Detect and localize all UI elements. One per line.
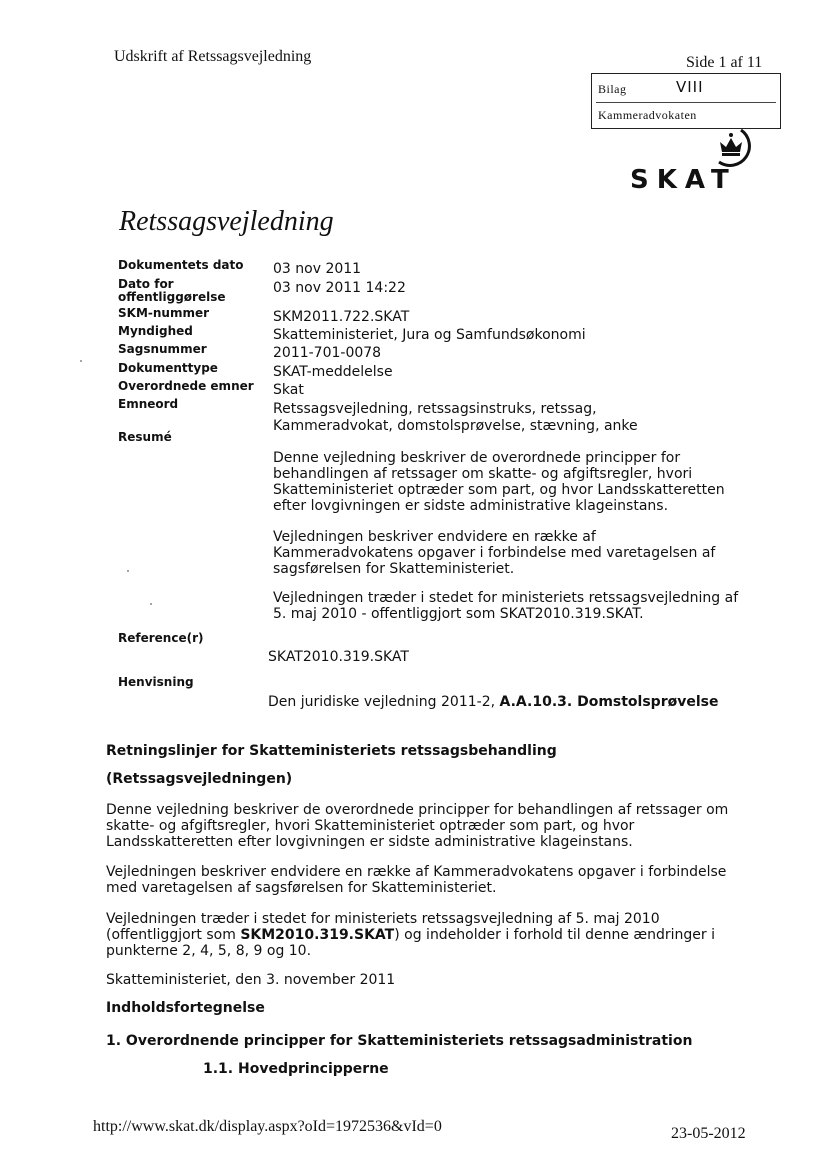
meta-value-emner: Skat	[273, 382, 304, 398]
skm-reference-link[interactable]: SKM2010.319.SKAT	[240, 927, 395, 943]
meta-value-reference[interactable]: SKAT2010.319.SKAT	[268, 649, 409, 665]
crown-icon	[711, 127, 753, 167]
meta-label-emneord: Emneord	[118, 397, 179, 411]
toc-item-1[interactable]: 1. Overordnende principper for Skatteministeriets retssagsadministration	[106, 1033, 693, 1049]
meta-label-emner: Overordnede emner	[118, 379, 254, 393]
meta-label-henvisning: Henvisning	[118, 675, 194, 689]
resume-paragraph-1: Denne vejledning beskriver de overordnede principper for behandlingen af retssager om skatte- og afgiftsregler, hvori Skatteministeriet optræder som part, og hvor Landsskatteretten efter lovgivningen er sidste administrative klageinstans.	[273, 450, 725, 514]
toc-item-1-1[interactable]: 1.1. Hovedprincipperne	[203, 1061, 389, 1077]
body-paragraph-3-before: Vejledningen træder i stedet for ministeriets retssagsvejledning af 5. maj 2010 (offentliggjort som	[106, 911, 660, 943]
bilag-divider	[596, 102, 776, 103]
meta-label-dato: Dokumentets dato	[118, 258, 244, 272]
meta-value-dokumenttype: SKAT-meddelelse	[273, 364, 393, 380]
toc-heading: Indholdsfortegnelse	[106, 1000, 265, 1016]
meta-label-resume: Resumé	[118, 430, 172, 444]
scan-speck	[127, 570, 129, 572]
signoff: Skatteministeriet, den 3. november 2011	[106, 972, 396, 988]
bilag-office: Kammeradvokaten	[598, 108, 697, 122]
meta-label-offentliggoerelse: Dato for offentliggørelse	[118, 277, 226, 304]
body-paragraph-2: Vejledningen beskriver endvidere en række af Kammeradvokatens opgaver i forbindelse med varetagelsen af sagsførelsen for Skatteministeriet.	[106, 864, 727, 896]
meta-value-sagsnummer: 2011-701-0078	[273, 345, 382, 361]
footer-url: http://www.skat.dk/display.aspx?oId=1972536&vId=0	[93, 1118, 442, 1135]
meta-label-myndighed: Myndighed	[118, 324, 193, 338]
meta-value-skm: SKM2011.722.SKAT	[273, 309, 410, 325]
meta-label-reference: Reference(r)	[118, 631, 204, 645]
meta-value-offentliggoerelse: 03 nov 2011 14:22	[273, 280, 406, 296]
meta-value-myndighed: Skatteministeriet, Jura og Samfundsøkonomi	[273, 327, 586, 343]
henvisning-prefix: Den juridiske vejledning 2011-2,	[268, 694, 500, 710]
page-number: Side 1 af 11	[686, 54, 763, 71]
body-title: Retningslinjer for Skatteministeriets retssagsbehandling	[106, 743, 557, 759]
skat-logo-text: SKAT	[630, 165, 737, 195]
scan-speck	[80, 360, 82, 362]
meta-label-dokumenttype: Dokumenttype	[118, 361, 218, 375]
body-paragraph-1: Denne vejledning beskriver de overordnede principper for behandlingen af retssager om skatte- og afgiftsregler, hvori Skatteministeriet optræder som part, og hvor Landsskatteretten efter lovgivningen er sidste administrative klageinstans.	[106, 802, 729, 850]
meta-label-skm: SKM-nummer	[118, 306, 210, 320]
body-paragraph-3	[106, 911, 746, 959]
meta-value-dato: 03 nov 2011	[273, 261, 362, 277]
meta-value-henvisning	[268, 694, 728, 711]
print-title: Udskrift af Retssagsvejledning	[114, 48, 312, 65]
bilag-label: Bilag	[598, 82, 627, 96]
bilag-value: VIII	[676, 78, 704, 96]
body-subtitle: (Retssagsvejledningen)	[106, 771, 293, 787]
bilag-stamp	[591, 73, 781, 129]
resume-paragraph-3: Vejledningen træder i stedet for ministeriets retssagsvejledning af 5. maj 2010 - offentliggjort som SKAT2010.319.SKAT.	[273, 590, 739, 622]
footer-date: 23-05-2012	[671, 1125, 746, 1142]
meta-value-emneord: Retssagsvejledning, retssagsinstruks, retssag, Kammeradvokat, domstolsprøvelse, stævning, anke	[273, 401, 638, 434]
document-heading: Retssagsvejledning	[119, 206, 334, 237]
henvisning-link[interactable]: A.A.10.3. Domstolsprøvelse	[499, 694, 719, 710]
meta-label-sagsnummer: Sagsnummer	[118, 342, 207, 356]
body-paragraph-3-after: ) og indeholder i forhold til denne ændringer i punkterne 2, 4, 5, 8, 9 og 10.	[106, 927, 716, 959]
resume-paragraph-2: Vejledningen beskriver endvidere en række af Kammeradvokatens opgaver i forbindelse med varetagelsen af sagsførelsen for Skatteministeriet.	[273, 529, 716, 577]
scan-speck	[150, 603, 152, 605]
